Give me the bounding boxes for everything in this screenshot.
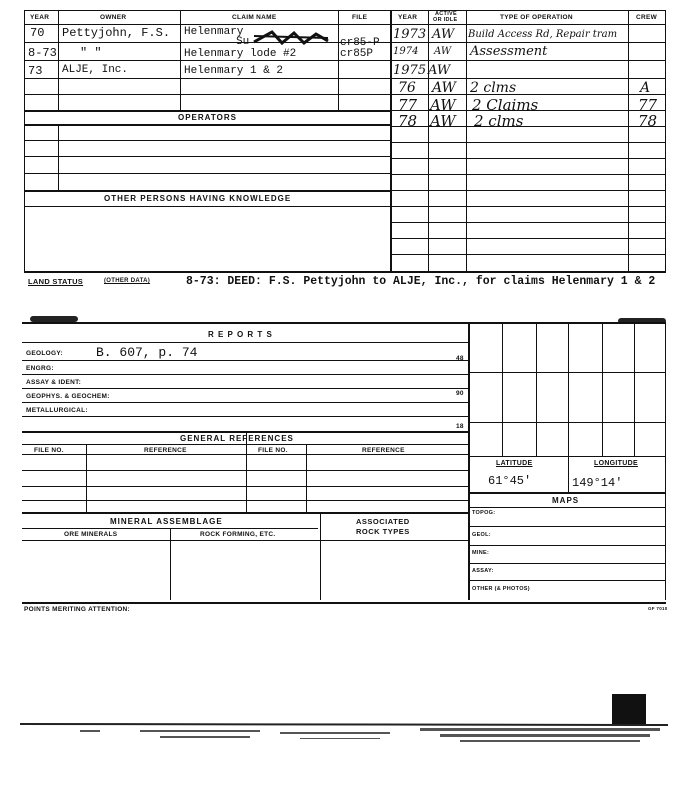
report-label: GEOLOGY: bbox=[26, 350, 63, 357]
operation-year: 1973 bbox=[393, 27, 427, 42]
operation-year: 77 bbox=[398, 96, 418, 114]
header-year: YEAR bbox=[30, 14, 50, 21]
header-year-ops: YEAR bbox=[398, 14, 418, 21]
longitude-label: LONGITUDE bbox=[594, 460, 638, 467]
operation-crew: A bbox=[640, 80, 651, 96]
operation-type: Assessment bbox=[470, 44, 548, 59]
report-num: 90 bbox=[456, 390, 464, 397]
operators-label: OPERATORS bbox=[178, 113, 237, 122]
report-label: ENGRG: bbox=[26, 365, 54, 372]
owner-row-claim: Helenmary 1 & 2 bbox=[184, 65, 284, 77]
operation-status: AW bbox=[432, 27, 455, 42]
operation-type: Build Access Rd, Repair tram bbox=[468, 29, 618, 40]
header-owner: OWNER bbox=[100, 14, 127, 21]
crossed-out-scribble bbox=[252, 30, 330, 46]
rock-types-label: ROCK TYPES bbox=[356, 527, 410, 536]
report-label: ASSAY & IDENT: bbox=[26, 379, 82, 386]
ore-minerals-label: ORE MINERALS bbox=[64, 531, 118, 538]
points-meriting-attention-label: POINTS MERITING ATTENTION: bbox=[24, 606, 131, 613]
operation-crew: 77 bbox=[638, 96, 658, 114]
scan-black-mark bbox=[612, 694, 646, 724]
associated-label: ASSOCIATED bbox=[356, 517, 410, 526]
report-label: GEOPHYS. & GEOCHEM: bbox=[26, 393, 110, 400]
maps-row-mine: MINE: bbox=[472, 550, 490, 556]
maps-row-assay: ASSAY: bbox=[472, 568, 494, 574]
maps-row-topog: TOPOG: bbox=[472, 510, 496, 516]
report-label: METALLURGICAL: bbox=[26, 407, 88, 414]
report-value: B. 607, p. 74 bbox=[96, 345, 198, 360]
operation-type: 2 Claims bbox=[472, 96, 539, 114]
header-or-idle: OR IDLE bbox=[433, 17, 458, 23]
maps-row-other: OTHER (& PHOTOS) bbox=[472, 586, 530, 592]
longitude-value: 149°14' bbox=[572, 476, 623, 490]
operation-type: 2 clms bbox=[470, 80, 517, 96]
general-references-title: GENERAL REFERENCES bbox=[180, 434, 294, 443]
scan-noise-band bbox=[20, 716, 668, 756]
operation-status: AW bbox=[434, 46, 452, 57]
header-file: FILE bbox=[352, 14, 368, 21]
operation-status: AW bbox=[432, 80, 456, 96]
land-status-text: 8-73: DEED: F.S. Pettyjohn to ALJE, Inc., for claims Helenmary 1 & 2 bbox=[186, 275, 656, 288]
gen-ref-header-file-no: FILE NO. bbox=[34, 447, 64, 454]
gen-ref-header-file-no-2: FILE NO. bbox=[258, 447, 288, 454]
land-status-sublabel: (OTHER DATA) bbox=[104, 278, 151, 284]
owner-row-file: cr85P bbox=[340, 48, 374, 60]
owner-row-year: 70 bbox=[30, 26, 45, 40]
header-type-of-operation: TYPE OF OPERATION bbox=[500, 14, 573, 21]
owner-row-year: 8-73 bbox=[28, 46, 57, 60]
maps-row-geol: GEOL: bbox=[472, 532, 491, 538]
owner-row-claim: Helenmary bbox=[184, 26, 244, 38]
owner-row-file: cr85-P bbox=[340, 37, 380, 49]
owner-row-owner: " " bbox=[80, 46, 102, 60]
reports-title: R E P O R T S bbox=[208, 330, 273, 339]
operation-status: AW bbox=[430, 112, 456, 130]
latitude-label: LATITUDE bbox=[496, 460, 533, 467]
report-num: 48 bbox=[456, 355, 464, 362]
header-active: ACTIVE bbox=[435, 11, 457, 17]
owner-row-year: 73 bbox=[28, 64, 43, 78]
operation-year: 1975 bbox=[393, 63, 427, 78]
mineral-assemblage-title: MINERAL ASSEMBLAGE bbox=[110, 517, 223, 526]
operation-year: 76 bbox=[398, 80, 416, 96]
gen-ref-header-reference-2: REFERENCE bbox=[362, 447, 405, 454]
land-status-label: LAND STATUS bbox=[28, 277, 84, 286]
header-crew: CREW bbox=[636, 14, 658, 21]
maps-title: MAPS bbox=[552, 496, 580, 505]
owner-row-claim: Helenmary lode #2 bbox=[184, 48, 297, 60]
operation-year: 1974 bbox=[393, 46, 419, 57]
report-num: 18 bbox=[456, 423, 464, 430]
operation-status: AW bbox=[430, 96, 456, 114]
header-claim-name: CLAIM NAME bbox=[232, 14, 277, 21]
claim-scribble-text: Su bbox=[236, 36, 250, 48]
operation-status: AW bbox=[428, 63, 451, 78]
rock-forming-label: ROCK FORMING, ETC. bbox=[200, 531, 276, 538]
owner-row-owner: ALJE, Inc. bbox=[62, 64, 129, 76]
gen-ref-header-reference: REFERENCE bbox=[144, 447, 187, 454]
operation-year: 78 bbox=[398, 112, 418, 130]
other-persons-label: OTHER PERSONS HAVING KNOWLEDGE bbox=[104, 194, 292, 203]
owner-row-owner: Pettyjohn, F.S. bbox=[62, 26, 171, 40]
form-number: GF 7010 bbox=[648, 606, 668, 611]
latitude-value: 61°45' bbox=[488, 474, 532, 488]
operation-type: 2 clms bbox=[474, 112, 524, 130]
operation-crew: 78 bbox=[638, 112, 658, 130]
